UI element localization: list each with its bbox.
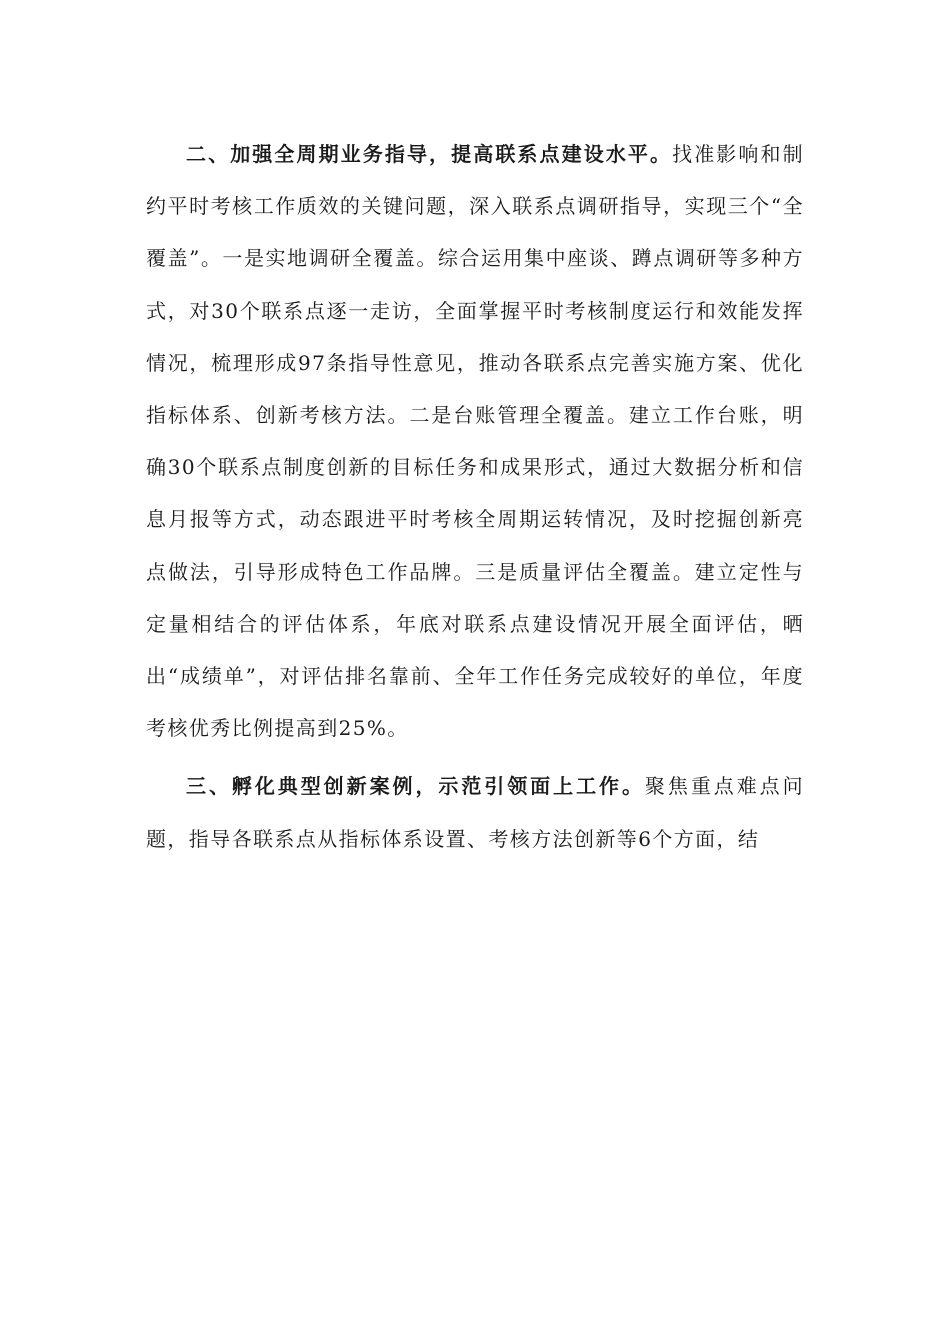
document-page [146, 128, 804, 865]
paragraph-section-two [146, 128, 804, 754]
paragraph-section-three [146, 760, 804, 864]
section-heading-two: 二、加强全周期业务指导，提高联系点建设水平。 [186, 142, 673, 166]
section-body-three: 聚焦重点难点问题，指导各联系点从指标体系设置、考核方法创新等6个方面，结 [146, 774, 804, 851]
section-body-two: 找准影响和制约平时考核工作质效的关键问题，深入联系点调研指导，实现三个“全覆盖”。一是实地调研全覆盖。综合运用集中座谈、蹲点调研等多种方式，对30个联系点逐一走访，全面掌握平时考核制度运行和效能发挥情况，梳理形成97条指导性意见，推动各联系点完善实施方案、优化指标体系、创新考核方法。二是台账管理全覆盖。建立工作台账，明确30个联系点制度创新的目标任务和成果形式，通过大数据分析和信息月报等方式，动态跟进平时考核全周期运转情况，及时挖掘创新亮点做法，引导形成特色工作品牌。三是质量评估全覆盖。建立定性与定量相结合的评估体系，年底对联系点建设情况开展全面评估，晒出“成绩单”，对评估排名靠前、全年工作任务完成较好的单位，年度考核优秀比例提高到25%。 [146, 142, 804, 741]
section-heading-three: 三、孵化典型创新案例，示范引领面上工作。 [186, 774, 645, 799]
